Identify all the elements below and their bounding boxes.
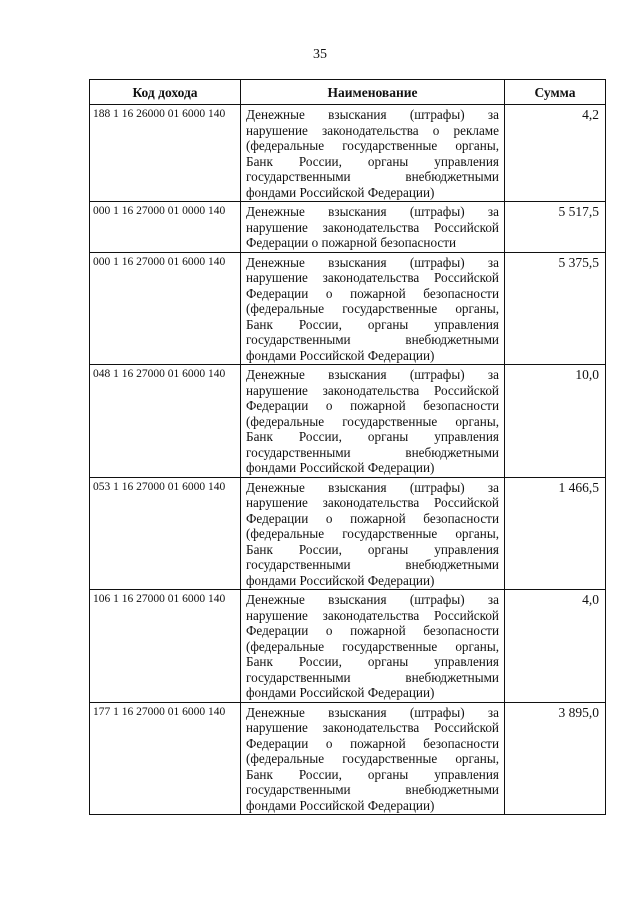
amount-cell: 5 517,5 [505,202,606,253]
amount-cell: 3 895,0 [505,702,606,815]
table-row [90,590,606,703]
income-name-cell [241,105,505,202]
table-row [90,702,606,815]
income-name-line: (федеральные государственные органы, [246,751,499,766]
income-name-line: Банк России, органы управления [246,654,499,669]
income-code-cell: 000 1 16 27000 01 6000 140 [90,252,241,365]
income-name-line: государственными внебюджетными [246,557,499,572]
amount-cell: 5 375,5 [505,252,606,365]
table-row [90,477,606,590]
header-name: Наименование [241,80,505,105]
page-number: 35 [313,47,327,62]
revenue-table [89,79,606,815]
income-name-cell [241,477,505,590]
income-code-cell: 048 1 16 27000 01 6000 140 [90,365,241,478]
income-name-line: Федерации о пожарной безопасности [246,735,499,751]
income-name-line: нарушение законодательства Российской [246,219,499,235]
income-name-line: Банк России, органы управления [246,766,499,782]
income-name-cell [241,252,505,365]
income-name-line: нарушение законодательства Российской [246,607,499,623]
income-name-cell [241,702,505,815]
amount-cell: 4,0 [505,590,606,703]
income-name-line: (федеральные государственные органы, [246,301,499,316]
income-name-line: Денежные взыскания (штрафы) за [246,592,499,607]
income-code-cell: 188 1 16 26000 01 6000 140 [90,105,241,202]
income-name-cell [241,202,505,253]
income-name-line: фондами Российской Федерации) [246,797,435,813]
income-name-line: фондами Российской Федерации) [246,347,435,363]
income-name-line: фондами Российской Федерации) [246,572,435,588]
income-name-line: Федерации о пожарной безопасности [246,285,499,301]
income-name-line: Федерации о пожарной безопасности [246,510,499,526]
income-name-line: нарушение законодательства Российской [246,495,499,510]
income-name-line: Федерации о пожарной безопасности [246,623,499,638]
income-name-line: фондами Российской Федерации) [246,184,435,200]
income-name-cell [241,590,505,703]
income-name-line: фондами Российской Федерации) [246,685,435,700]
income-name-line: (федеральные государственные органы, [246,638,499,654]
table-body [90,105,606,815]
amount-cell: 1 466,5 [505,477,606,590]
income-name-line: Федерации о пожарной безопасности [246,398,499,413]
income-name-line: Банк России, органы управления [246,316,499,332]
income-name-line: государственными внебюджетными [246,782,499,797]
income-name-line: Денежные взыскания (штрафы) за [246,107,499,122]
income-code-cell: 053 1 16 27000 01 6000 140 [90,477,241,590]
income-name-line: Федерации о пожарной безопасности [246,235,457,250]
header-code: Код дохода [90,80,241,105]
income-name-line: Денежные взыскания (штрафы) за [246,479,499,495]
income-name-line: Банк России, органы управления [246,541,499,557]
table-row [90,202,606,253]
income-name-line: (федеральные государственные органы, [246,413,499,429]
table-header-row [90,80,606,105]
income-name-line: Денежные взыскания (штрафы) за [246,204,499,219]
income-name-line: Денежные взыскания (штрафы) за [246,367,499,382]
income-name-line: фондами Российской Федерации) [246,460,435,475]
table-row [90,365,606,478]
income-code-cell: 106 1 16 27000 01 6000 140 [90,590,241,703]
income-name-line: Денежные взыскания (штрафы) за [246,704,499,720]
income-name-line: Банк России, органы управления [246,153,499,169]
income-name-line: нарушение законодательства Российской [246,720,499,735]
income-name-line: государственными внебюджетными [246,332,499,347]
income-name-line: государственными внебюджетными [246,444,499,460]
income-name-cell [241,365,505,478]
income-name-line: Денежные взыскания (штрафы) за [246,254,499,270]
amount-cell: 10,0 [505,365,606,478]
income-name-line: нарушение законодательства Российской [246,382,499,398]
income-name-line: (федеральные государственные органы, [246,138,499,153]
income-name-line: (федеральные государственные органы, [246,526,499,541]
income-code-cell: 000 1 16 27000 01 0000 140 [90,202,241,253]
table-row [90,105,606,202]
table-row [90,252,606,365]
income-name-line: Банк России, органы управления [246,429,499,444]
income-name-line: государственными внебюджетными [246,669,499,685]
income-name-line: государственными внебюджетными [246,169,499,184]
income-name-line: нарушение законодательства о рекламе [246,122,499,138]
header-sum: Сумма [505,80,606,105]
income-name-line: нарушение законодательства Российской [246,270,499,285]
income-code-cell: 177 1 16 27000 01 6000 140 [90,702,241,815]
amount-cell: 4,2 [505,105,606,202]
